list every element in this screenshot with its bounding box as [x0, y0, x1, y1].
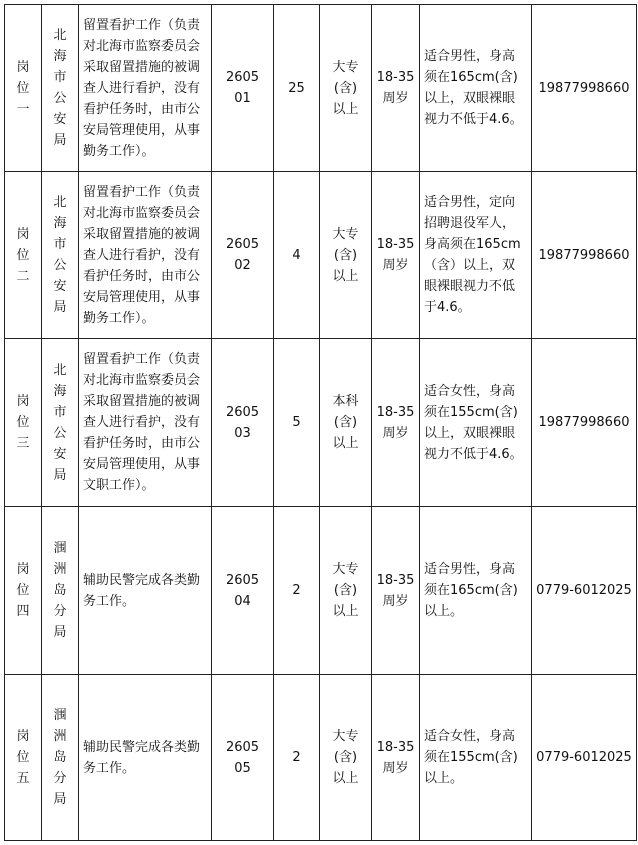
unit-name: 涠洲岛分局 — [42, 507, 79, 675]
education-requirement: 大专(含)以上 — [320, 507, 372, 675]
age-requirement: 18-35周岁 — [372, 339, 420, 507]
age-requirement: 18-35周岁 — [372, 5, 420, 172]
other-requirement: 适合男性，身高须在165cm(含)以上。 — [420, 507, 532, 675]
education-requirement: 大专(含)以上 — [320, 172, 372, 339]
contact-phone: 19877998660 — [532, 339, 637, 507]
post-name: 岗位一 — [5, 5, 42, 172]
duty-description: 辅助民警完成各类勤务工作。 — [79, 507, 212, 675]
recruit-count: 5 — [274, 339, 320, 507]
recruit-count: 2 — [274, 675, 320, 841]
post-code: 260505 — [212, 675, 274, 841]
unit-name: 北海市公安局 — [42, 5, 79, 172]
unit-name: 北海市公安局 — [42, 339, 79, 507]
recruit-count: 25 — [274, 5, 320, 172]
duty-description: 辅助民警完成各类勤务工作。 — [79, 675, 212, 841]
duty-description: 留置看护工作（负责对北海市监察委员会采取留置措施的被调查人进行看护，没有看护任务时，由市公安局管理使用，从事文职工作）。 — [79, 339, 212, 507]
education-requirement: 本科(含)以上 — [320, 339, 372, 507]
post-name: 岗位三 — [5, 339, 42, 507]
unit-name: 涠洲岛分局 — [42, 675, 79, 841]
other-requirement: 适合男性，定向招聘退役军人，身高须在165cm（含）以上，双眼裸眼视力不低于4.6。 — [420, 172, 532, 339]
contact-phone: 0779-6012025 — [532, 675, 637, 841]
unit-name: 北海市公安局 — [42, 172, 79, 339]
table-row — [5, 507, 637, 675]
post-name: 岗位二 — [5, 172, 42, 339]
recruit-count: 4 — [274, 172, 320, 339]
duty-description: 留置看护工作（负责对北海市监察委员会采取留置措施的被调查人进行看护，没有看护任务时，由市公安局管理使用，从事勤务工作）。 — [79, 172, 212, 339]
contact-phone: 19877998660 — [532, 5, 637, 172]
recruitment-table — [4, 4, 637, 841]
contact-phone: 19877998660 — [532, 172, 637, 339]
post-code: 260504 — [212, 507, 274, 675]
education-requirement: 大专(含)以上 — [320, 675, 372, 841]
duty-description: 留置看护工作（负责对北海市监察委员会采取留置措施的被调查人进行看护，没有看护任务时，由市公安局管理使用，从事勤务工作）。 — [79, 5, 212, 172]
post-code: 260501 — [212, 5, 274, 172]
other-requirement: 适合女性，身高须在155cm(含)以上，双眼裸眼视力不低于4.6。 — [420, 339, 532, 507]
age-requirement: 18-35周岁 — [372, 675, 420, 841]
table-row — [5, 172, 637, 339]
age-requirement: 18-35周岁 — [372, 172, 420, 339]
contact-phone: 0779-6012025 — [532, 507, 637, 675]
age-requirement: 18-35周岁 — [372, 507, 420, 675]
recruit-count: 2 — [274, 507, 320, 675]
education-requirement: 大专(含)以上 — [320, 5, 372, 172]
post-name: 岗位四 — [5, 507, 42, 675]
post-name: 岗位五 — [5, 675, 42, 841]
table-row — [5, 5, 637, 172]
other-requirement: 适合女性，身高须在155cm(含)以上。 — [420, 675, 532, 841]
table-row — [5, 675, 637, 841]
post-code: 260503 — [212, 339, 274, 507]
post-code: 260502 — [212, 172, 274, 339]
table-row — [5, 339, 637, 507]
other-requirement: 适合男性，身高须在165cm(含)以上，双眼裸眼视力不低于4.6。 — [420, 5, 532, 172]
